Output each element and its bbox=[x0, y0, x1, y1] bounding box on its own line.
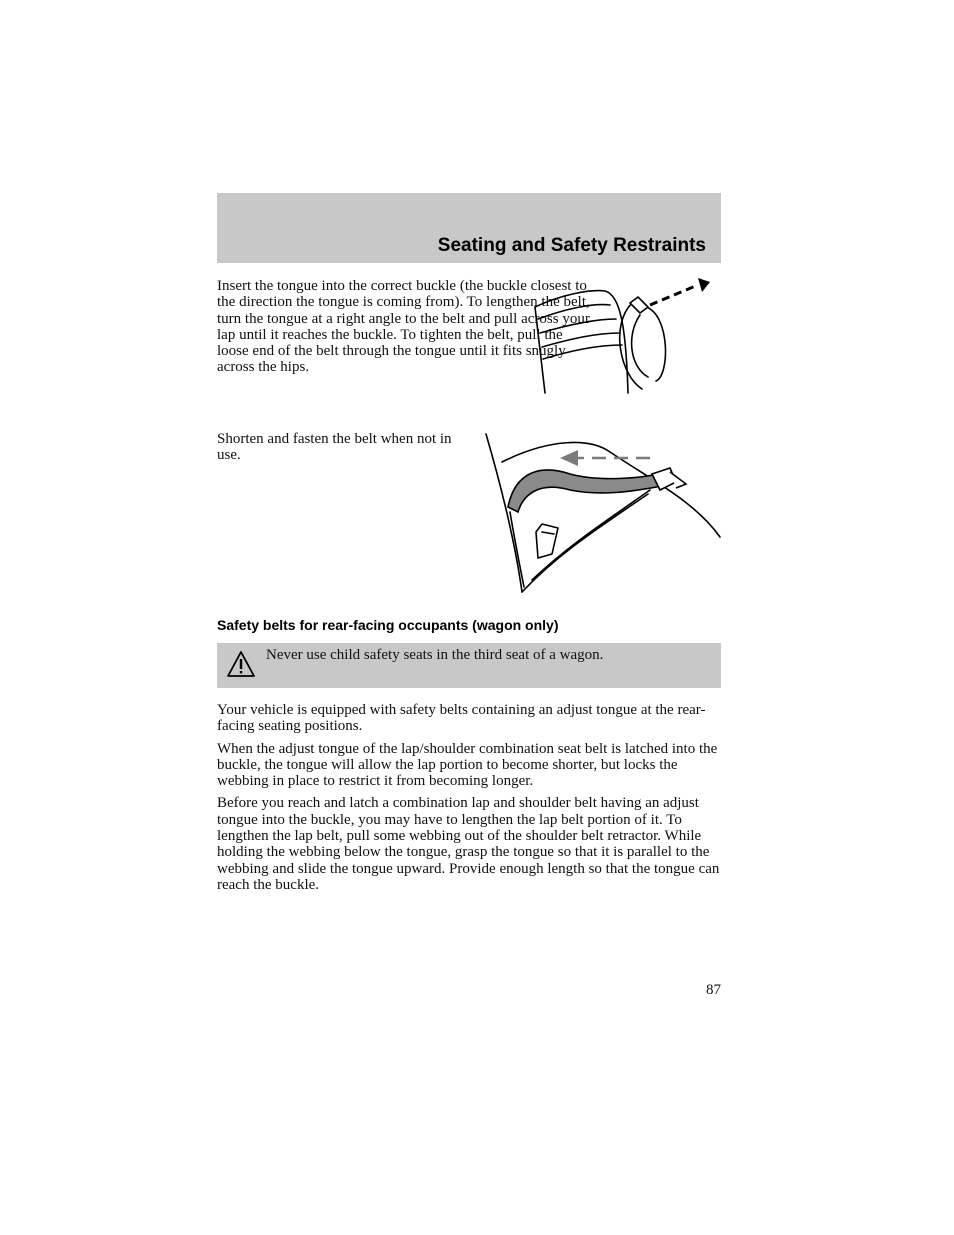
adjust-tongue-latched-paragraph: When the adjust tongue of the lap/shoulder combination seat belt is latched into the buckle, the tongue will allow the lap portion to become shorter, but locks the webbing in place to restrict it from becoming longer. bbox=[217, 740, 718, 790]
insert-tongue-paragraph: Insert the tongue into the correct buckle (the buckle closest to the direction the tongue is coming from). To lengthen the belt, turn the tongue at a right angle to the belt and pull across your lap until it reaches the buckle. To tighten the belt, pull the loose end of the belt through the tongue until it fits snugly across the hips. bbox=[217, 278, 590, 376]
rear-facing-section bbox=[217, 702, 721, 899]
shorten-belt-paragraph: Shorten and fasten the belt when not in use. bbox=[217, 431, 452, 464]
adjust-tongue-intro-paragraph: Your vehicle is equipped with safety belts containing an adjust tongue at the rear-facing seating positions. bbox=[217, 702, 706, 735]
page-number: 87 bbox=[706, 982, 721, 998]
belt-shorten-illustration bbox=[480, 432, 722, 597]
warning-text: Never use child safety seats in the third seat of a wagon. bbox=[266, 647, 604, 663]
belt-tongue-illustration bbox=[530, 275, 720, 400]
section-title: Seating and Safety Restraints bbox=[437, 235, 706, 256]
section-header bbox=[217, 193, 721, 263]
lengthen-lap-belt-paragraph: Before you reach and latch a combination lap and shoulder belt having an adjust tongue into the buckle, you may have to lengthen the lap belt portion of it. To lengthen the lap belt, pull some webbing out of the shoulder belt retractor. While holding the webbing below the tongue, grasp the tongue so that it is parallel to the webbing and slide the tongue upward. Provide enough length so that the tongue can reach the buckle. bbox=[217, 795, 720, 893]
rear-facing-heading: Safety belts for rear-facing occupants (wagon only) bbox=[217, 617, 559, 633]
warning-box bbox=[217, 643, 721, 688]
warning-triangle-icon bbox=[226, 650, 256, 678]
